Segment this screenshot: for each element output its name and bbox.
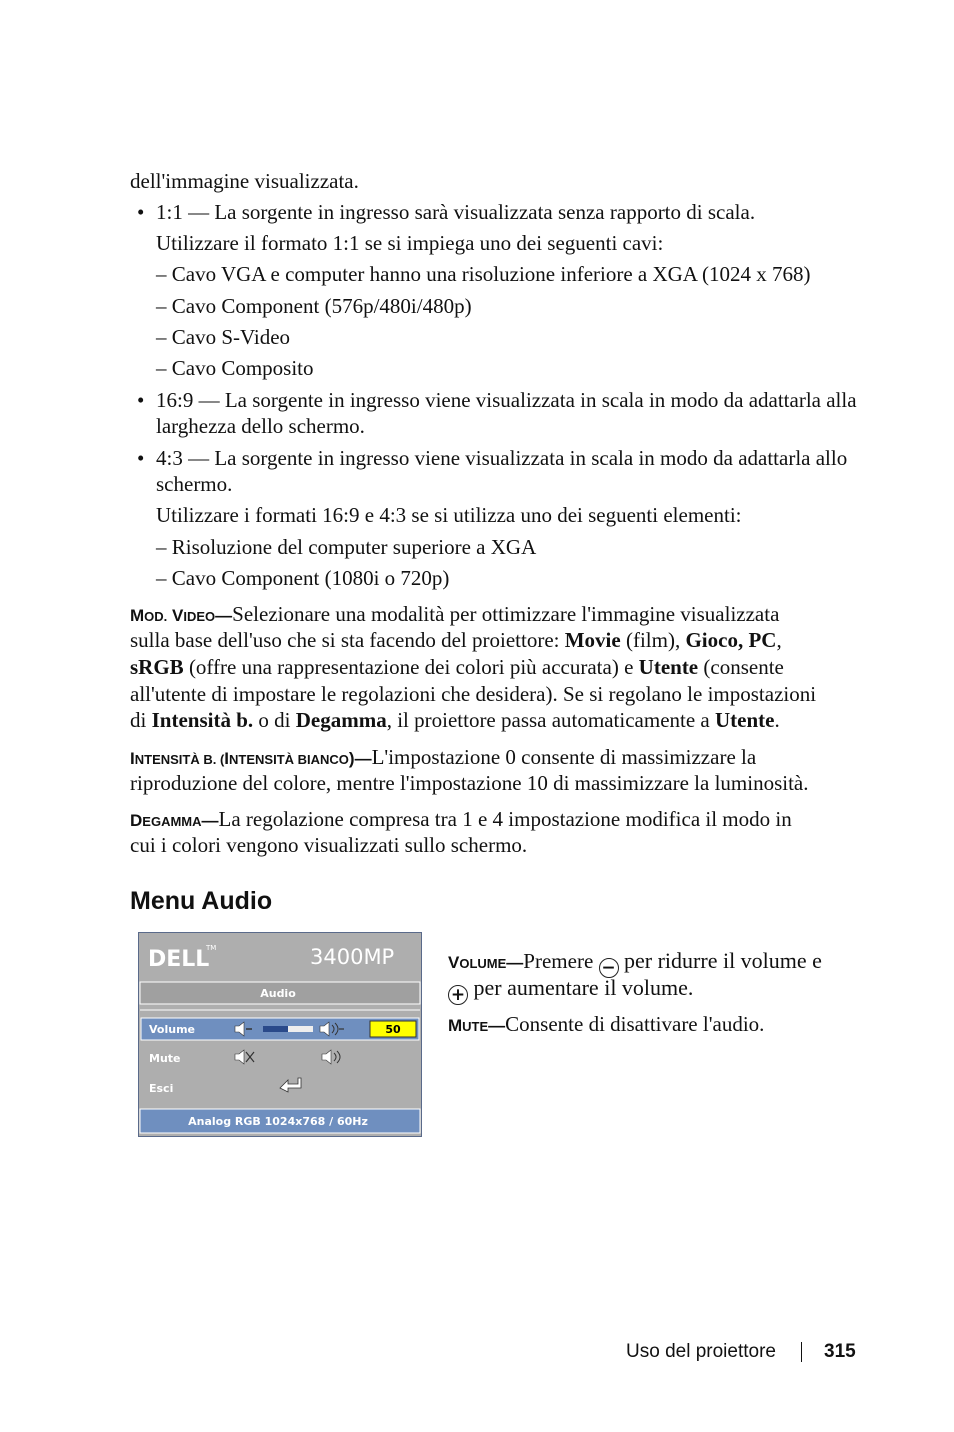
footer-section: Uso del proiettore [626,1341,776,1362]
bullet-3-line-1: 4:3 — La sorgente in ingresso viene visualizzata in scala in modo da adattarla allo [156,446,848,470]
page-number: 315 [824,1341,856,1362]
footer-divider [801,1342,802,1362]
term-small: OD. [144,609,168,624]
term-degamma [130,811,219,830]
mod-video-line-5 [130,707,780,733]
paragraph-text: . [774,708,780,732]
list-item: – Risoluzione del computer superiore a XGA [156,535,537,559]
list-item: – Cavo Component (576p/480i/480p) [156,294,472,318]
term-small: OLUME [459,956,507,971]
osd-title: Audio [260,987,296,1000]
mod-video-line-3 [130,654,784,680]
term-dash: — [201,811,219,830]
paragraph-text: Selezionare una modalità per ottimizzare l'immagine visualizzata [232,602,780,626]
term-mod-video [130,606,232,625]
bold-term: Degamma [295,708,387,732]
volume-line-2 [448,975,693,1005]
bold-term: Intensità b. [151,708,254,732]
paragraph-text: di [130,708,152,732]
paragraph-text: Consente di disattivare l'audio. [505,1012,765,1036]
term-dash: )— [348,749,372,768]
paragraph-text: sulla base dell'uso che si sta facendo del proiettore: [130,628,565,652]
paragraph-text: L'impostazione 0 consente di massimizzare la [371,745,757,769]
plus-button-icon: + [448,985,468,1005]
degamma-line-2: cui i colori vengono visualizzati sullo schermo. [130,833,528,857]
brand-logo: DELL [148,947,210,972]
paragraph-text: (film), [620,628,686,652]
term-volume [448,953,523,972]
osd-screenshot [138,932,422,1137]
bullet-dot: • [137,446,145,470]
term-cap: I [224,749,230,768]
osd-row-esci-label: Esci [149,1082,174,1095]
brand-tm: TM [206,944,217,952]
paragraph-text: (consente [698,655,784,679]
intensita-line-2: riproduzione del colore, mentre l'impostazione 10 di massimizzare la luminosità. [130,771,809,795]
term-cap: M [448,1016,463,1035]
term-cap: D [130,811,143,830]
paragraph-text: per ridurre il volume e [618,948,822,973]
term-cap: V [448,953,460,972]
bullet-1-line-2: Utilizzare il formato 1:1 se si impiega uno dei seguenti cavi: [156,231,664,255]
bold-term: Gioco, PC [685,628,777,652]
paragraph-text: , il proiettore passa automaticamente a [386,708,715,732]
bullet-dot: • [137,200,145,224]
volume-fill [263,1026,288,1032]
term-cap: I [130,749,135,768]
term-small: NTENSITÀ B. ( [134,752,225,767]
list-item: – Cavo Composito [156,356,314,380]
mod-video-line-4: all'utente di impostare le regolazioni che desidera). Se si regolano le impostazioni [130,682,817,706]
minus-button-icon: − [599,958,619,978]
bold-term: Utente [715,708,775,732]
term-small: IDEO [183,609,216,624]
term-dash: — [506,953,524,972]
term-cap: M [130,606,145,625]
paragraph-text: o di [253,708,296,732]
mod-video-line-2 [130,627,782,653]
term-small: EGAMMA [142,814,202,829]
osd-status-text: Analog RGB 1024x768 / 60Hz [188,1115,368,1128]
mute-line [448,1011,764,1040]
list-item: – Cavo VGA e computer hanno una risoluzione inferiore a XGA (1024 x 768) [156,262,811,286]
mod-video-line-1 [130,601,779,630]
bullet-2-line-2: larghezza dello schermo. [156,414,365,438]
model-label: 3400MP [310,945,395,969]
bullet-2-line-1: 16:9 — La sorgente in ingresso viene visualizzata in scala in modo da adattarla alla [156,388,857,412]
term-small: NTENSITÀ BIANCO [229,752,349,767]
term-mute [448,1016,505,1035]
volume-line-1 [448,948,822,978]
degamma-line-1 [130,806,792,835]
osd-image [138,932,422,1137]
paragraph-text: (offre una rappresentazione dei colori più accurata) e [183,655,639,679]
list-item: – Cavo S-Video [156,325,291,349]
paragraph-text: , [776,628,782,652]
osd-row-mute-label: Mute [149,1052,181,1065]
bold-term: Movie [564,628,621,652]
bullet-3-line-2: schermo. [156,472,233,496]
intensita-line-1 [130,744,756,773]
intro-line: dell'immagine visualizzata. [130,169,359,193]
section-heading: Menu Audio [130,887,273,915]
bold-term: Utente [638,655,699,679]
bold-term: sRGB [130,655,184,679]
term-dash: — [215,606,233,625]
term-cap: V [172,606,184,625]
bullet-1-line-1: 1:1 — La sorgente in ingresso sarà visualizzata senza rapporto di scala. [156,200,756,224]
volume-value: 50 [385,1023,401,1036]
bullet-3-line-3: Utilizzare i formati 16:9 e 4:3 se si utilizza uno dei seguenti elementi: [156,503,742,527]
osd-row-volume-label: Volume [149,1023,195,1036]
term-small: UTE [462,1019,489,1034]
term-intensita [130,749,372,768]
paragraph-text: La regolazione compresa tra 1 e 4 impostazione modifica il modo in [218,807,792,831]
paragraph-text: Premere [523,949,599,973]
list-item: – Cavo Component (1080i o 720p) [156,566,450,590]
bullet-dot: • [137,388,145,412]
term-dash: — [488,1016,506,1035]
paragraph-text: per aumentare il volume. [468,975,694,1000]
